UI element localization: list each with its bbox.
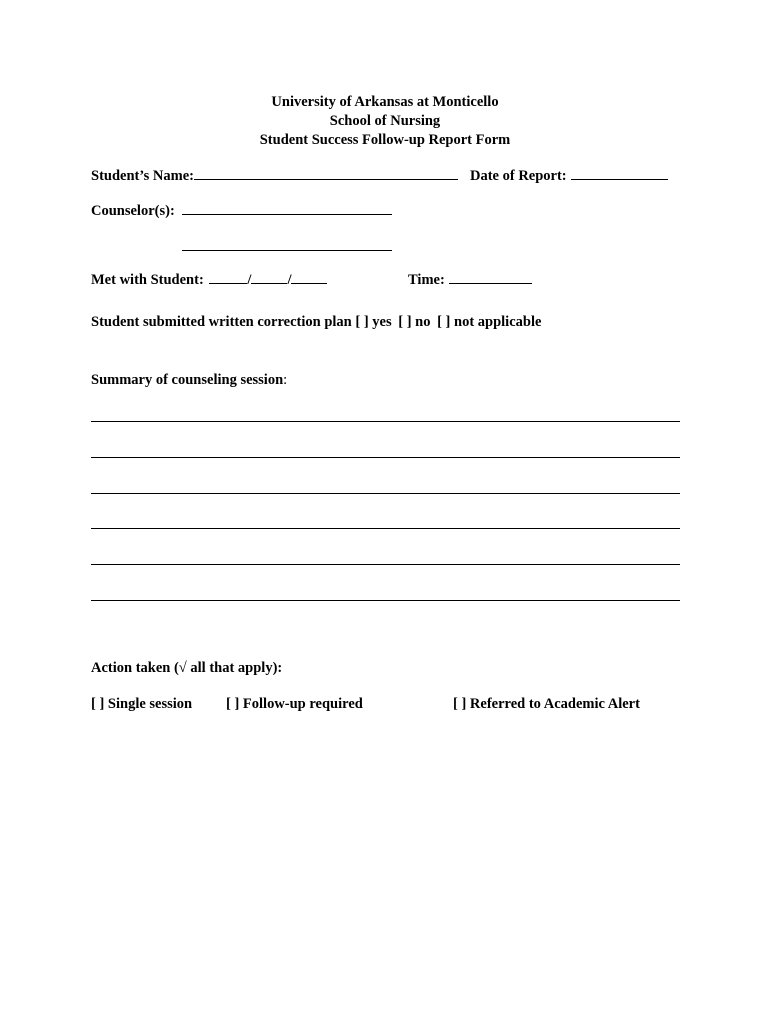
time-field[interactable] (449, 271, 532, 284)
action-follow-up-required[interactable]: [ ] Follow-up required (226, 696, 363, 712)
summary-line-4[interactable] (91, 528, 680, 529)
met-day-field[interactable] (251, 271, 287, 284)
university-name: University of Arkansas at Monticello (271, 94, 499, 110)
form-title: Student Success Follow-up Report Form (259, 132, 511, 148)
action-taken-row (91, 660, 282, 677)
summary-line-1[interactable] (91, 421, 680, 422)
met-with-student-row (91, 271, 327, 289)
correction-plan-no[interactable]: [ ] no (398, 314, 431, 330)
correction-plan-label: Student submitted written correction plan (91, 314, 352, 330)
date-of-report-field[interactable] (571, 167, 668, 180)
met-with-student-label: Met with Student: (91, 272, 204, 288)
summary-line-6[interactable] (91, 600, 680, 601)
summary-colon: : (283, 372, 288, 388)
summary-line-2[interactable] (91, 457, 680, 458)
date-of-report-row (470, 167, 668, 185)
form-header (0, 93, 770, 150)
met-month-field[interactable] (209, 271, 247, 284)
time-label: Time: (408, 272, 445, 288)
counselor-field-1[interactable] (182, 202, 392, 215)
action-referred-academic-alert[interactable]: [ ] Referred to Academic Alert (453, 696, 640, 712)
met-year-field[interactable] (291, 271, 327, 284)
date-separator-2: / (287, 272, 292, 288)
student-name-field[interactable] (194, 167, 458, 180)
date-separator-1: / (247, 272, 252, 288)
counselor-field-2[interactable] (182, 238, 392, 251)
student-name-row (91, 167, 458, 185)
school-name: School of Nursing (329, 113, 441, 129)
action-taken-label: Action taken (√ all that apply): (91, 660, 283, 676)
time-row (408, 271, 532, 289)
student-name-label: Student’s Name: (91, 168, 194, 184)
counselors-row (91, 202, 392, 220)
correction-plan-not-applicable[interactable]: [ ] not applicable (437, 314, 542, 330)
action-single-session[interactable]: [ ] Single session (91, 696, 193, 712)
summary-row (91, 372, 287, 389)
correction-plan-row (91, 314, 541, 331)
date-of-report-label: Date of Report: (470, 168, 567, 184)
correction-plan-yes[interactable]: [ ] yes (355, 314, 392, 330)
summary-label: Summary of counseling session (91, 372, 284, 388)
summary-line-5[interactable] (91, 564, 680, 565)
summary-line-3[interactable] (91, 493, 680, 494)
counselors-label: Counselor(s): (91, 203, 175, 219)
